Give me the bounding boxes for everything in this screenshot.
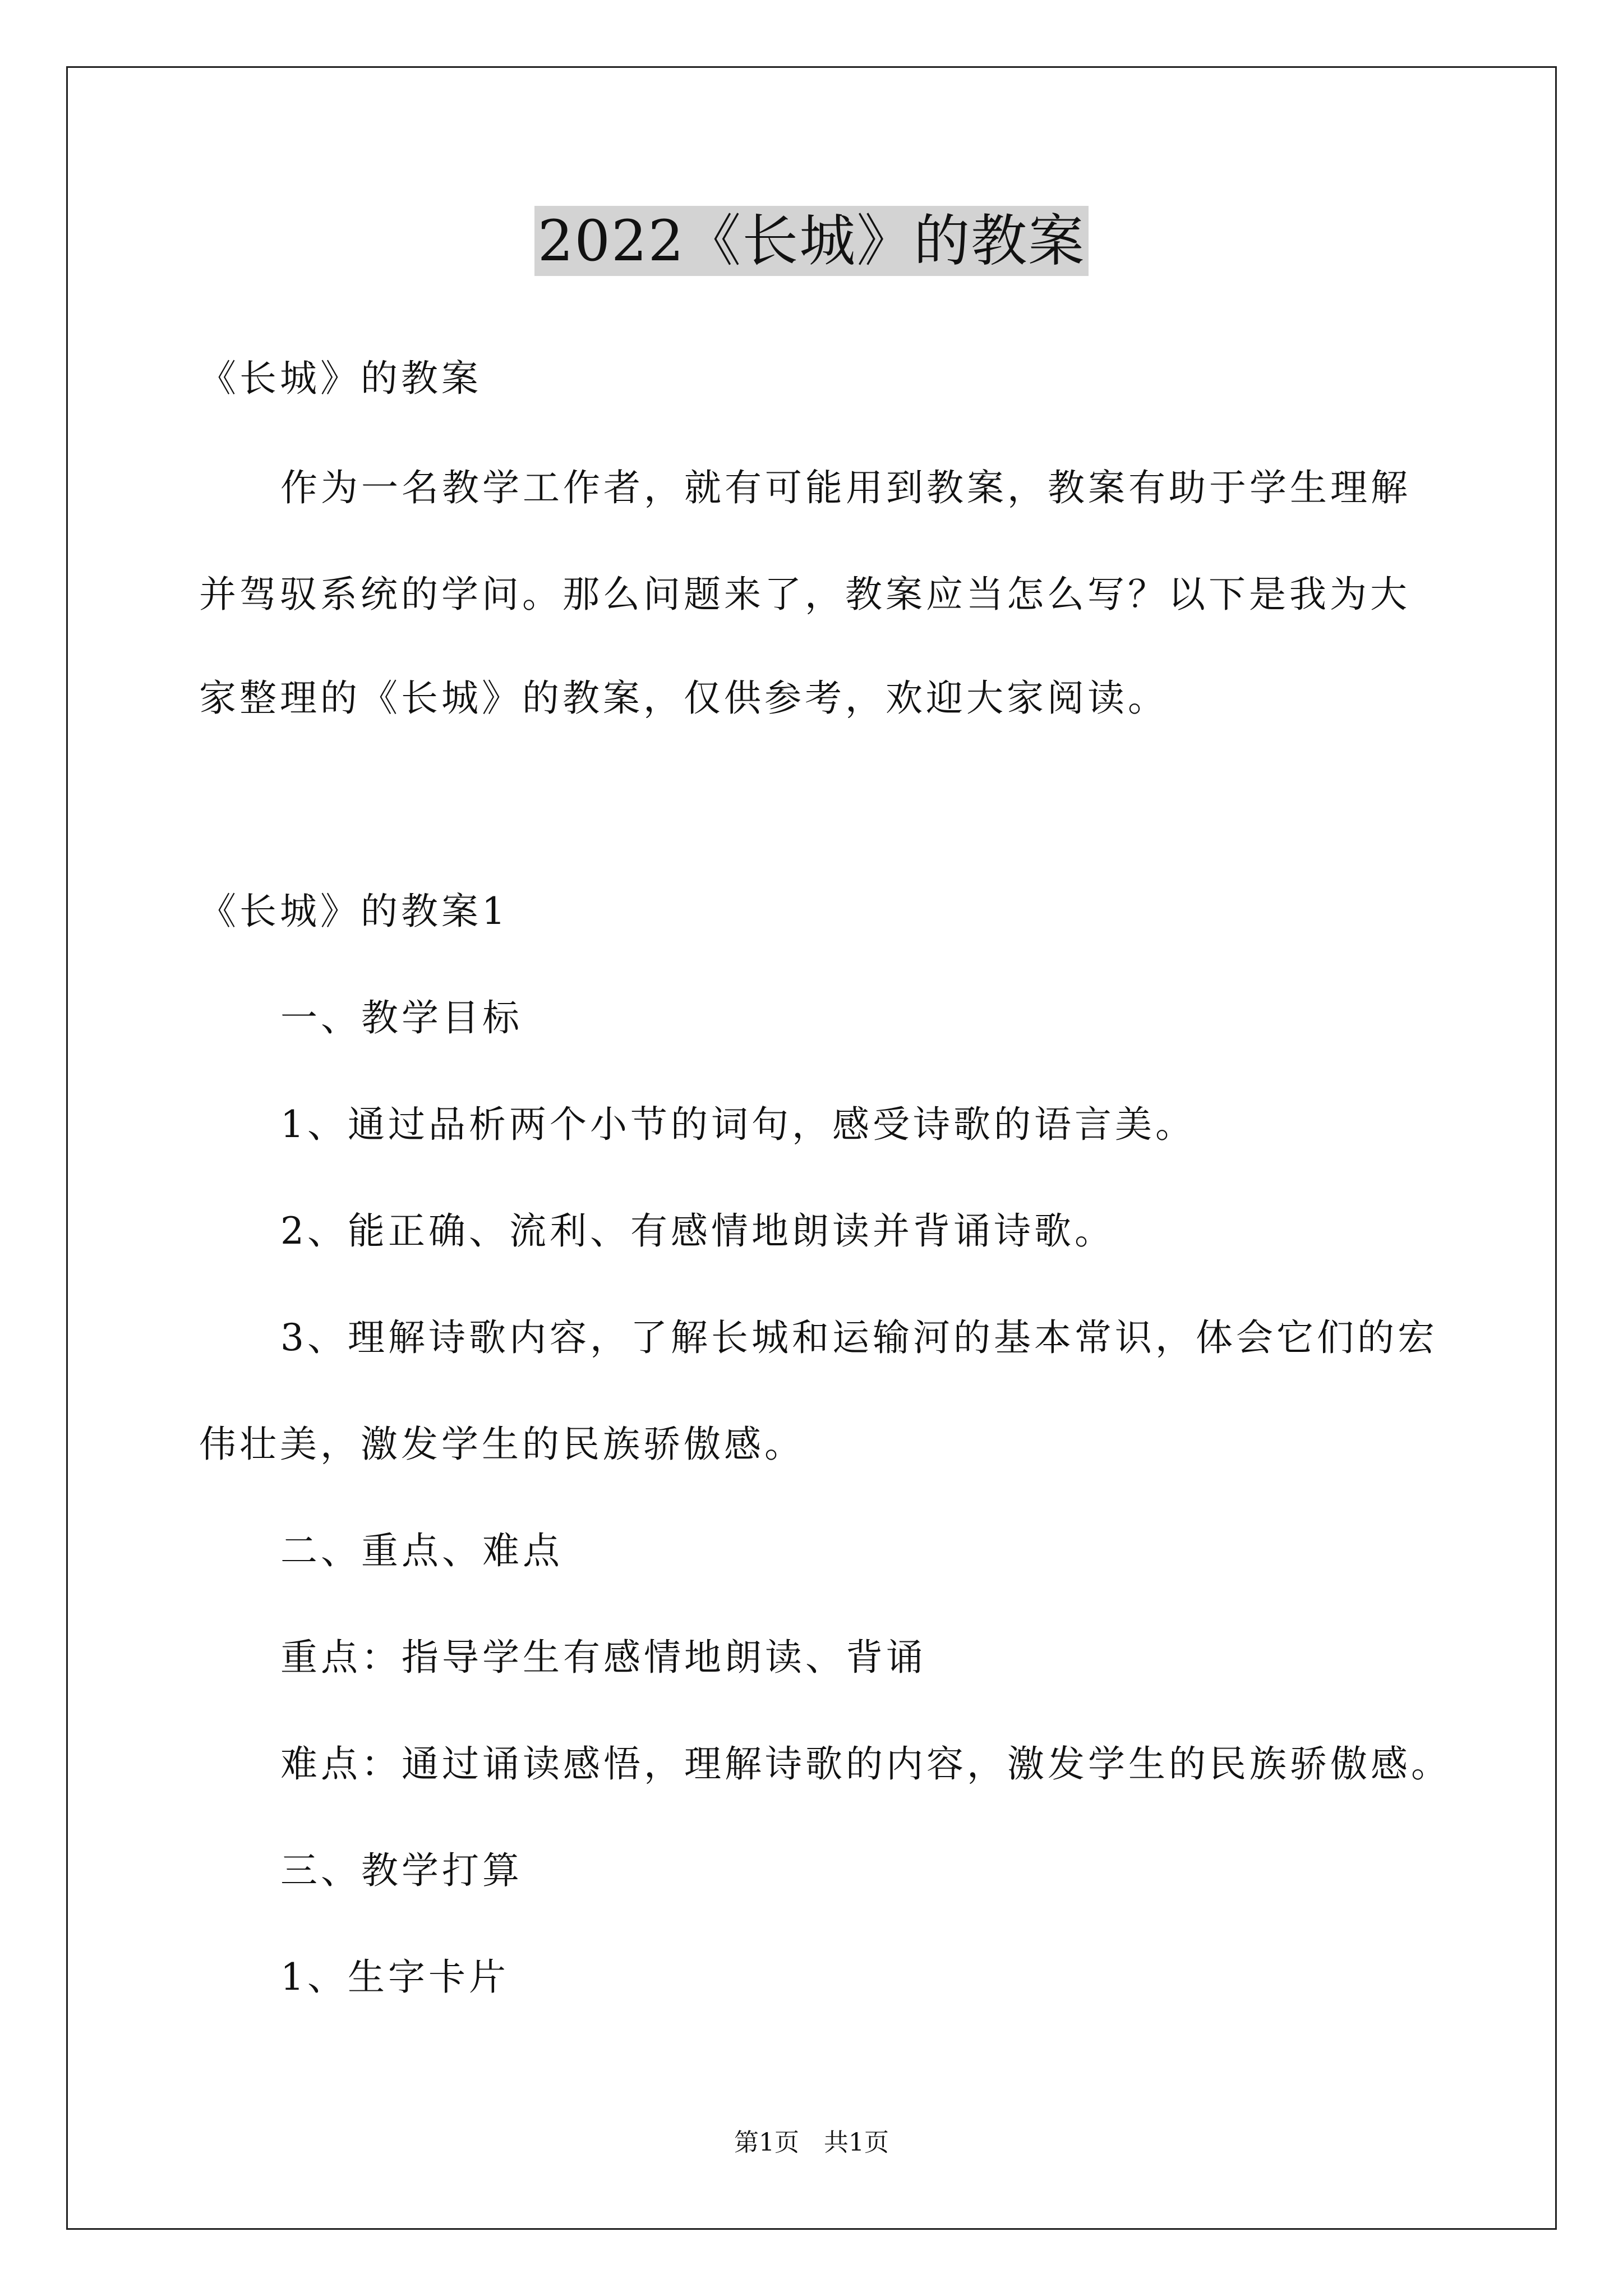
- objective-2: 2、能正确、流利、有感情地朗读并背诵诗歌。: [280, 1209, 1115, 1253]
- heading-objectives: 一、教学目标: [280, 996, 523, 1039]
- document-title-text: 2022《长城》的教案: [534, 206, 1089, 276]
- document-title: [0, 202, 1623, 280]
- subtitle: 《长城》的教案: [199, 357, 482, 400]
- preparation-item-1: 1、生字卡片: [280, 1955, 509, 1999]
- objective-3-line-1: 3、理解诗歌内容，了解长城和运输河的基本常识，体会它们的宏: [280, 1316, 1438, 1359]
- key-point: 重点：指导学生有感情地朗读、背诵: [280, 1636, 926, 1679]
- intro-line-2: 并驾驭系统的学问。那么问题来了，教案应当怎么写？以下是我为大: [199, 573, 1410, 616]
- section-heading: 《长城》的教案1: [199, 890, 509, 933]
- objective-1: 1、通过品析两个小节的词句，感受诗歌的语言美。: [280, 1103, 1196, 1146]
- page-footer: 第1页 共1页: [734, 2128, 889, 2157]
- objective-3-line-2: 伟壮美，激发学生的民族骄傲感。: [199, 1423, 805, 1466]
- intro-line-1: 作为一名教学工作者，就有可能用到教案，教案有助于学生理解: [280, 466, 1411, 509]
- heading-preparation: 三、教学打算: [280, 1849, 523, 1892]
- heading-key-points: 二、重点、难点: [280, 1529, 563, 1572]
- intro-line-3: 家整理的《长城》的教案，仅供参考，欢迎大家阅读。: [199, 677, 1168, 720]
- difficult-point: 难点：通过诵读感悟，理解诗歌的内容，激发学生的民族骄傲感。: [280, 1742, 1451, 1786]
